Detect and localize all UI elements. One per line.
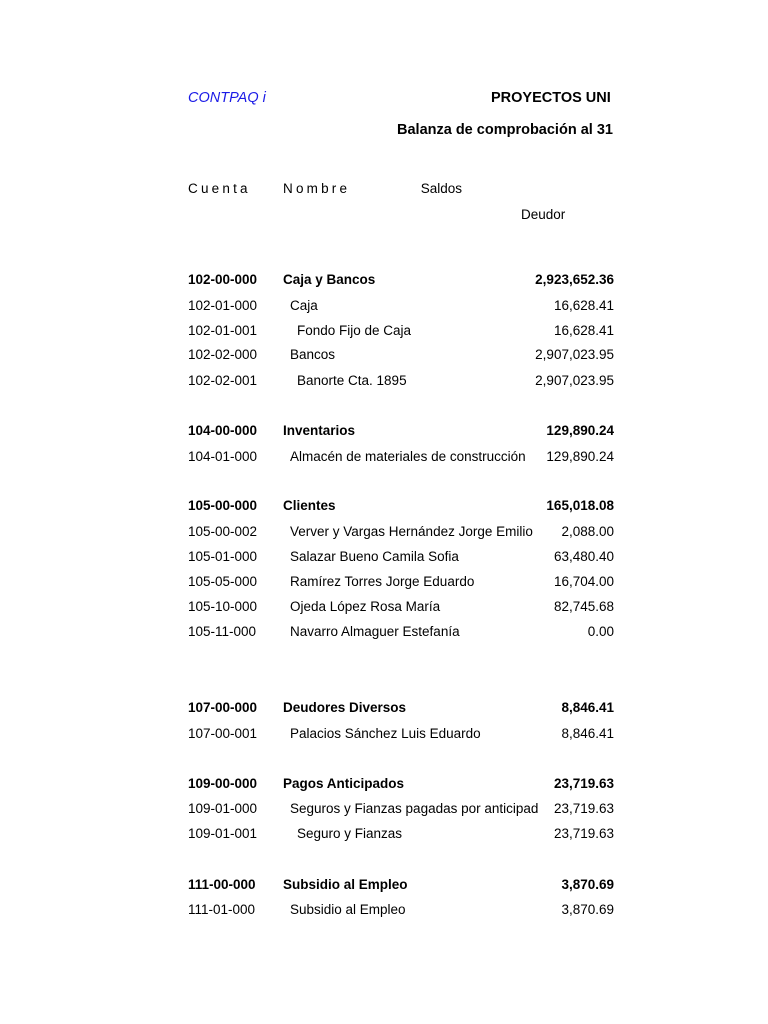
account-name: Ojeda López Rosa María [290,599,441,614]
account-code: 102-01-000 [188,298,258,313]
account-balance: 129,890.24 [546,449,614,464]
account-name: Verver y Vargas Hernández Jorge Emilio [290,524,533,539]
account-balance: 165,018.08 [546,498,614,513]
account-row [0,347,616,363]
account-balance: 16,628.41 [553,323,614,338]
account-balance: 8,846.41 [561,726,614,741]
account-code: 111-01-000 [188,902,256,917]
account-row [0,700,616,716]
account-balance: 23,719.63 [553,826,614,841]
account-balance: 16,704.00 [553,574,614,589]
account-code: 104-01-000 [188,449,258,464]
account-name: Navarro Almaguer Estefanía [290,624,460,639]
account-row [0,373,616,389]
account-code: 102-01-001 [188,323,258,338]
account-name: Caja y Bancos [283,272,376,287]
account-name: Palacios Sánchez Luis Eduardo [290,726,481,741]
account-name: Seguro y Fianzas [297,826,403,841]
column-header-deudor: Deudor [521,207,566,222]
account-row [0,323,616,339]
brand-label: CONTPAQ i [188,90,266,106]
account-name: Clientes [283,498,336,513]
account-name: Fondo Fijo de Caja [297,323,412,338]
account-balance: 2,907,023.95 [535,347,614,362]
account-row [0,449,616,465]
account-row [0,524,616,540]
account-balance: 3,870.69 [561,902,614,917]
account-code: 105-11-000 [188,624,257,639]
account-code: 102-00-000 [188,272,258,287]
account-balance: 0.00 [587,624,614,639]
account-balance: 82,745.68 [553,599,614,614]
account-row [0,726,616,742]
column-header-saldos: Saldos [420,181,462,196]
account-name: Caja [290,298,318,313]
account-code: 102-02-000 [188,347,258,362]
account-row [0,549,616,565]
account-name: Almacén de materiales de construcción [290,449,526,464]
account-row [0,877,616,893]
account-row [0,599,616,615]
account-balance: 16,628.41 [553,298,614,313]
column-header-nombre: Nombre [283,181,351,196]
account-balance: 3,870.69 [561,877,614,892]
account-name: Seguros y Fianzas pagadas por anticipad [290,801,539,816]
account-row [0,826,616,842]
account-balance: 2,088.00 [561,524,614,539]
account-balance: 23,719.63 [553,776,614,791]
account-row [0,801,616,817]
account-name: Subsidio al Empleo [283,877,408,892]
account-row [0,574,616,590]
account-balance: 2,907,023.95 [535,373,614,388]
account-row [0,272,616,288]
account-balance: 23,719.63 [553,801,614,816]
account-name: Ramírez Torres Jorge Eduardo [290,574,475,589]
account-name: Deudores Diversos [283,700,407,715]
account-balance: 2,923,652.36 [535,272,614,287]
account-row [0,298,616,314]
account-code: 109-01-000 [188,801,258,816]
account-name: Salazar Bueno Camila Sofia [290,549,459,564]
account-code: 107-00-001 [188,726,258,741]
account-code: 109-01-001 [188,826,258,841]
account-row [0,624,616,640]
account-name: Bancos [290,347,336,362]
account-code: 105-05-000 [188,574,258,589]
account-name: Subsidio al Empleo [290,902,406,917]
account-row [0,776,616,792]
account-row [0,902,616,918]
account-code: 102-02-001 [188,373,258,388]
account-code: 105-00-002 [188,524,258,539]
account-code: 105-00-000 [188,498,258,513]
account-code: 109-00-000 [188,776,258,791]
column-header-cuenta: Cuenta [188,181,251,196]
account-balance: 129,890.24 [546,423,614,438]
account-name: Inventarios [283,423,356,438]
account-code: 105-10-000 [188,599,258,614]
account-row [0,423,616,439]
account-code: 105-01-000 [188,549,258,564]
account-name: Pagos Anticipados [283,776,405,791]
account-balance: 8,846.41 [561,700,614,715]
report-title: Balanza de comprobación al 31 [397,122,613,138]
account-name: Banorte Cta. 1895 [297,373,407,388]
account-code: 111-00-000 [188,877,256,892]
account-code: 107-00-000 [188,700,258,715]
account-code: 104-00-000 [188,423,258,438]
account-row [0,498,616,514]
account-balance: 63,480.40 [553,549,614,564]
company-name: PROYECTOS UNI [491,90,611,106]
